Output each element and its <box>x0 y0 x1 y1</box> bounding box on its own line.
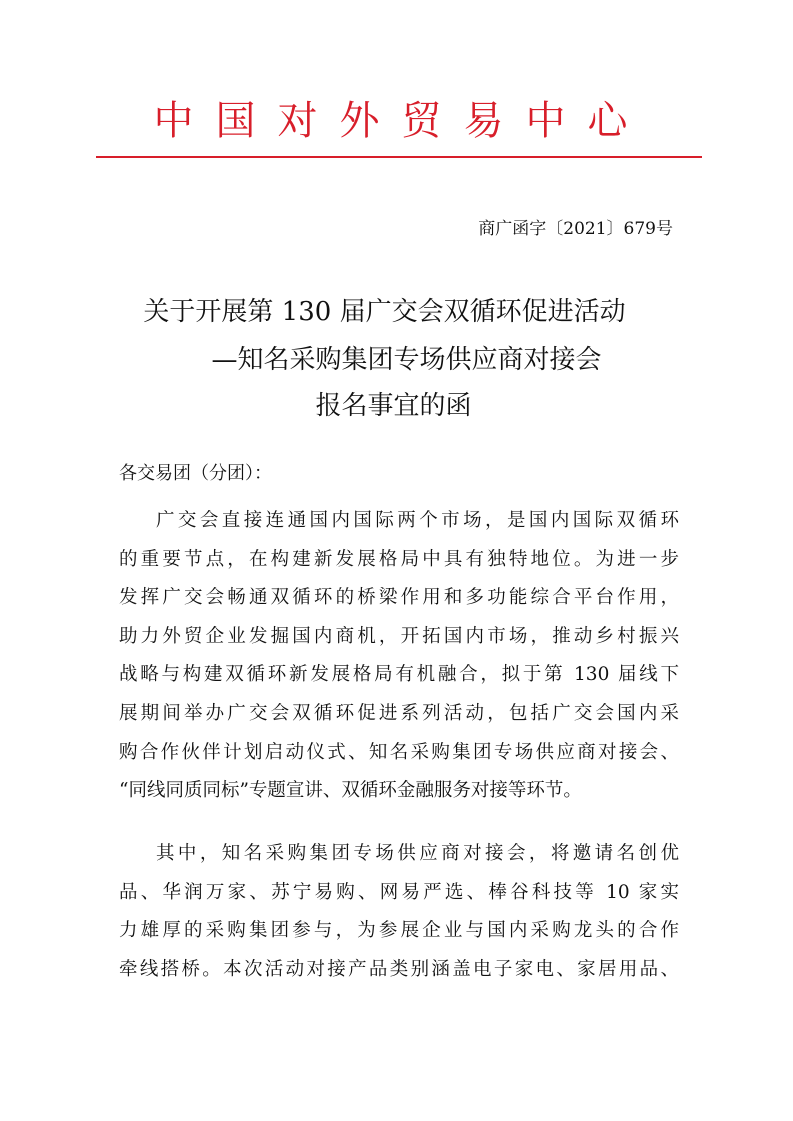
paragraph-line: 广交会直接连通国内国际两个市场，是国内国际双循环 <box>156 510 679 531</box>
title-line-3: 报名事宜的函 <box>315 391 472 421</box>
paragraph-line: 其中，知名采购集团专场供应商对接会，将邀请名创优 <box>156 843 679 864</box>
title-line-2: —知名采购集团专场供应商对接会 <box>211 345 602 375</box>
paragraph-line: 牵线搭桥。本次活动对接产品类别涵盖电子家电、家居用品、 <box>119 958 679 980</box>
letterhead-red-rule <box>96 156 702 158</box>
paragraph-line: 的重要节点，在构建新发展格局中具有独特地位。为进一步 <box>119 548 679 570</box>
paragraph-line: 力雄厚的采购集团参与，为参展企业与国内采购龙头的合作 <box>119 920 679 942</box>
paragraph-line: 展期间举办广交会双循环促进系列活动，包括广交会国内采 <box>119 702 679 724</box>
paragraph-line: 购合作伙伴计划启动仪式、知名采购集团专场供应商对接会、 <box>119 741 679 763</box>
paragraph-line: “同线同质同标”专题宣讲、双循环金融服务对接等环节。 <box>119 780 582 802</box>
document-number: 商广函字〔2021〕679号 <box>478 219 673 239</box>
paragraph-line: 战略与构建双循环新发展格局有机融合，拟于第 130 届线下 <box>119 664 679 686</box>
salutation: 各交易团（分团）： <box>119 463 272 484</box>
paragraph-line: 助力外贸企业发掘国内商机，开拓国内市场，推动乡村振兴 <box>119 625 679 647</box>
body-paragraph-1 <box>119 507 679 816</box>
paragraph-line: 品、华润万家、苏宁易购、网易严选、棒谷科技等 10 家实 <box>119 881 679 903</box>
letterhead-org-name: 中国对外贸易中心 <box>153 98 650 144</box>
body-paragraph-2 <box>119 840 679 994</box>
paragraph-line: 发挥广交会畅通双循环的桥梁作用和多功能综合平台作用， <box>119 587 679 609</box>
title-line-1: 关于开展第 130 届广交会双循环促进活动 <box>143 297 626 327</box>
